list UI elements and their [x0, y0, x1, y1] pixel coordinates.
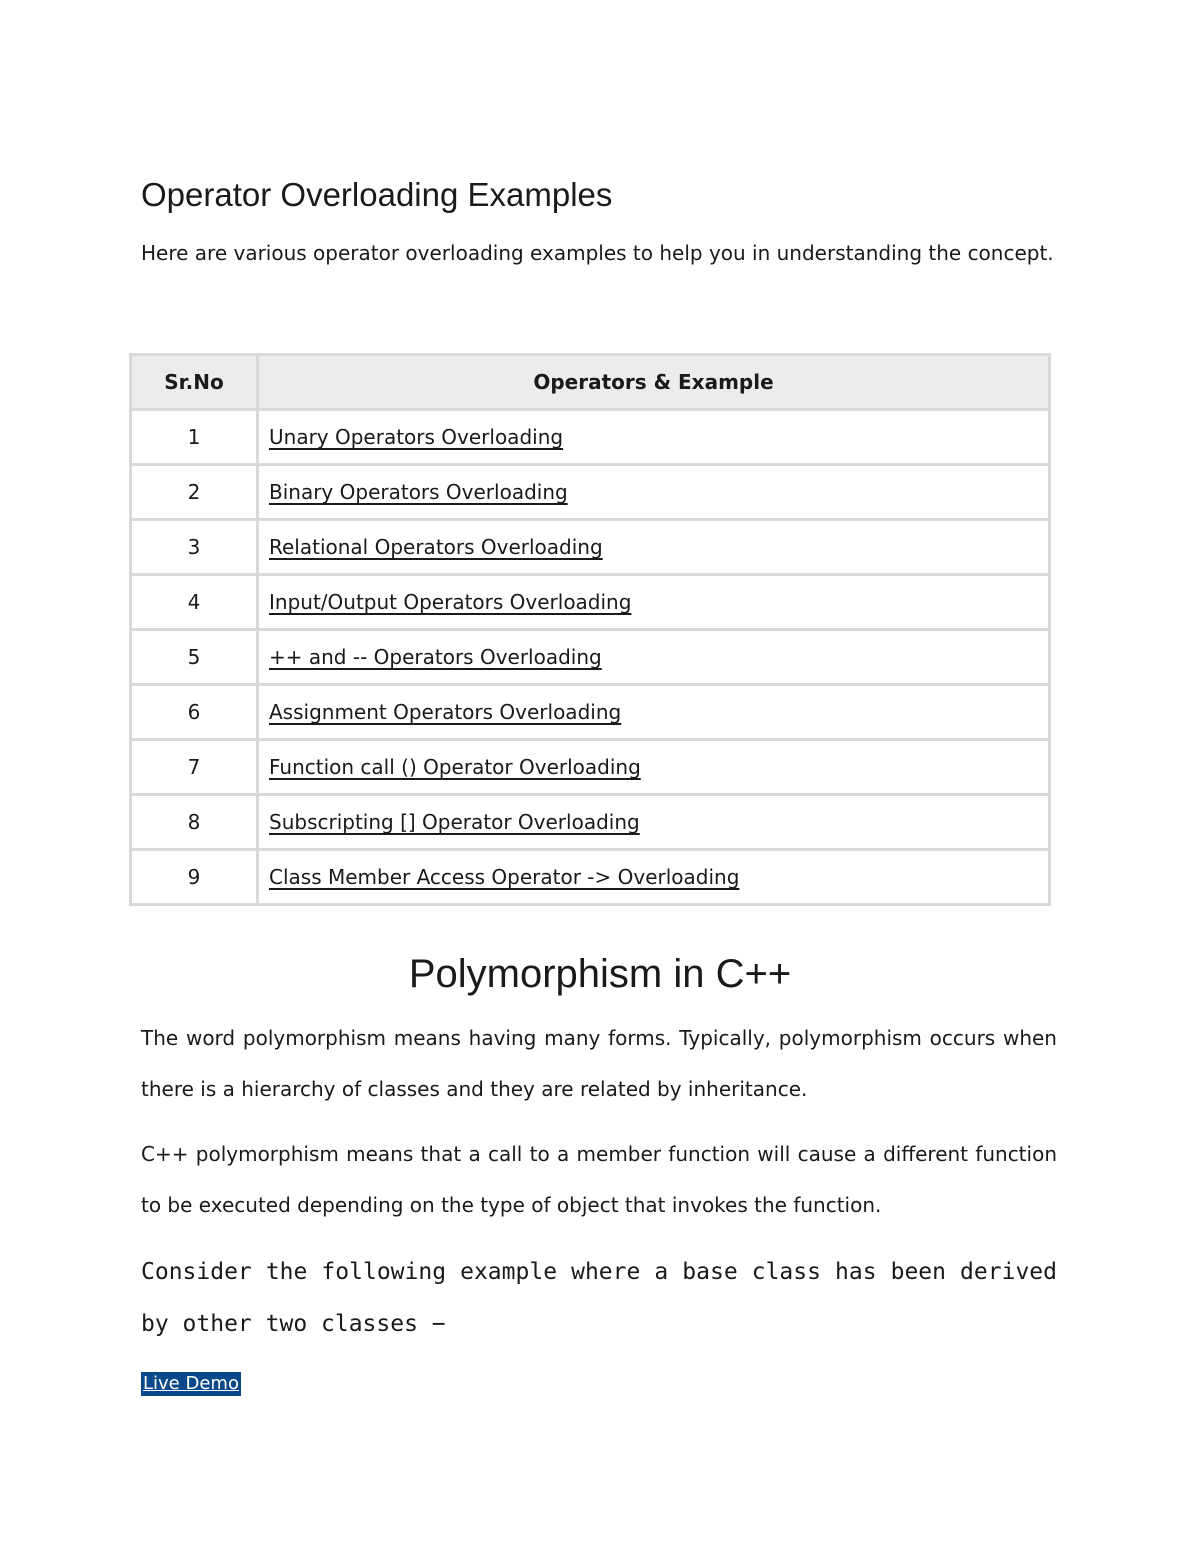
polymorphism-paragraph-2: C++ polymorphism means that a call to a member function will cause a different function to be executed depending on the type of object that invokes the function. — [141, 1142, 1057, 1217]
row-number: 6 — [131, 685, 258, 740]
link-binary-operators[interactable]: Binary Operators Overloading — [269, 480, 568, 504]
table-row — [131, 685, 1050, 740]
link-function-call-operator[interactable]: Function call () Operator Overloading — [269, 755, 641, 779]
header-operators-example: Operators & Example — [258, 355, 1050, 410]
link-relational-operators[interactable]: Relational Operators Overloading — [269, 535, 603, 559]
header-sr-no: Sr.No — [131, 355, 258, 410]
link-assignment-operators[interactable]: Assignment Operators Overloading — [269, 700, 622, 724]
row-number: 4 — [131, 575, 258, 630]
table-row — [131, 850, 1050, 905]
link-input-output-operators[interactable]: Input/Output Operators Overloading — [269, 590, 632, 614]
operators-table — [129, 353, 1051, 906]
table-row — [131, 465, 1050, 520]
link-increment-decrement-operators[interactable]: ++ and -- Operators Overloading — [269, 645, 602, 669]
link-unary-operators[interactable]: Unary Operators Overloading — [269, 425, 564, 449]
example-intro-paragraph: Consider the following example where a base class has been derived by other two classes − — [141, 1259, 1057, 1337]
row-number: 7 — [131, 740, 258, 795]
intro-paragraph: Here are various operator overloading examples to help you in understanding the concept. — [141, 241, 1054, 265]
row-number: 2 — [131, 465, 258, 520]
link-class-member-access-operator[interactable]: Class Member Access Operator -> Overloading — [269, 865, 740, 889]
section-title: Operator Overloading Examples — [141, 176, 613, 213]
row-cell — [258, 850, 1050, 905]
row-number: 1 — [131, 410, 258, 465]
table-row — [131, 740, 1050, 795]
row-cell — [258, 410, 1050, 465]
row-number: 5 — [131, 630, 258, 685]
row-number: 9 — [131, 850, 258, 905]
row-cell — [258, 465, 1050, 520]
row-cell — [258, 685, 1050, 740]
row-number: 3 — [131, 520, 258, 575]
polymorphism-paragraph-1: The word polymorphism means having many forms. Typically, polymorphism occurs when there is a hierarchy of classes and they are related by inheritance. — [141, 1026, 1057, 1101]
row-cell — [258, 520, 1050, 575]
table-row — [131, 520, 1050, 575]
row-cell — [258, 575, 1050, 630]
row-cell — [258, 795, 1050, 850]
row-number: 8 — [131, 795, 258, 850]
table-row — [131, 630, 1050, 685]
table-row — [131, 410, 1050, 465]
link-subscripting-operator[interactable]: Subscripting [] Operator Overloading — [269, 810, 640, 834]
table-row — [131, 575, 1050, 630]
row-cell — [258, 630, 1050, 685]
table-header-row — [131, 355, 1050, 410]
polymorphism-title: Polymorphism in C++ — [408, 952, 792, 996]
live-demo-button[interactable]: Live Demo — [143, 1373, 239, 1394]
table-row — [131, 795, 1050, 850]
row-cell — [258, 740, 1050, 795]
